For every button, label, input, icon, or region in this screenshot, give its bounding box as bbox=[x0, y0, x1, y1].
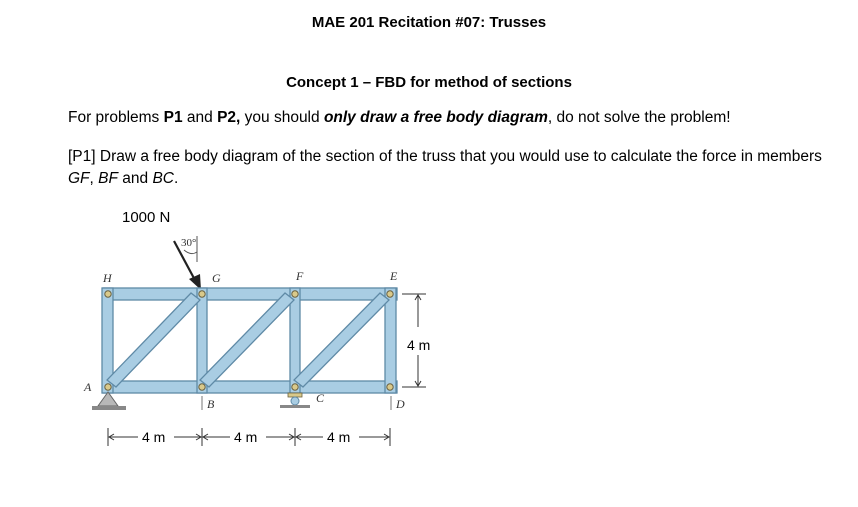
member-CE bbox=[294, 293, 389, 387]
member-AG bbox=[107, 293, 200, 387]
p1-ref: P1 bbox=[163, 109, 183, 126]
node-label-A: A bbox=[84, 380, 92, 394]
node-label-B: B bbox=[207, 397, 215, 411]
pin-E bbox=[387, 291, 393, 297]
load-label: 1000 N bbox=[122, 209, 171, 226]
node-label-D: D bbox=[396, 397, 405, 411]
node-label-G: G bbox=[212, 271, 221, 285]
truss-members bbox=[102, 288, 397, 393]
node-label-C: C bbox=[316, 391, 325, 405]
pin-support-A bbox=[92, 392, 126, 410]
member-AD bbox=[103, 381, 397, 393]
member-HE bbox=[103, 288, 397, 300]
angle-arc bbox=[184, 250, 197, 254]
pin-D bbox=[387, 384, 393, 390]
pin-B bbox=[199, 384, 205, 390]
page-title: MAE 201 Recitation #07: Trusses bbox=[311, 14, 547, 31]
angle-label: 30° bbox=[181, 237, 197, 249]
pin-H bbox=[105, 291, 111, 297]
pin-F bbox=[292, 291, 298, 297]
pin-G bbox=[199, 291, 205, 297]
node-label-H: H bbox=[103, 271, 112, 285]
section-heading: Concept 1 – FBD for method of sections bbox=[286, 74, 572, 91]
pin-A bbox=[105, 384, 111, 390]
span-label-2: 4 m bbox=[234, 429, 258, 445]
emphasis-text: only draw a free body diagram bbox=[323, 109, 548, 126]
problem-1-text: [P1] Draw a free body diagram of the section of the truss that you would use to calculate the force in members GF, BF and BC. bbox=[68, 148, 822, 187]
span-label-3: 4 m bbox=[327, 429, 351, 445]
node-label-F: F bbox=[296, 269, 304, 283]
member-ED bbox=[385, 288, 396, 393]
pin-C bbox=[292, 384, 298, 390]
p2-ref: P2, bbox=[217, 109, 241, 126]
height-label: 4 m bbox=[407, 337, 431, 353]
node-label-E: E bbox=[390, 269, 398, 283]
instructions-paragraph: For problems P1 and P2, you should only draw a free body diagram, do not solve the problem! bbox=[68, 109, 731, 126]
member-BF bbox=[200, 293, 294, 387]
span-label-1: 4 m bbox=[142, 429, 166, 445]
roller-support-C bbox=[280, 393, 310, 408]
